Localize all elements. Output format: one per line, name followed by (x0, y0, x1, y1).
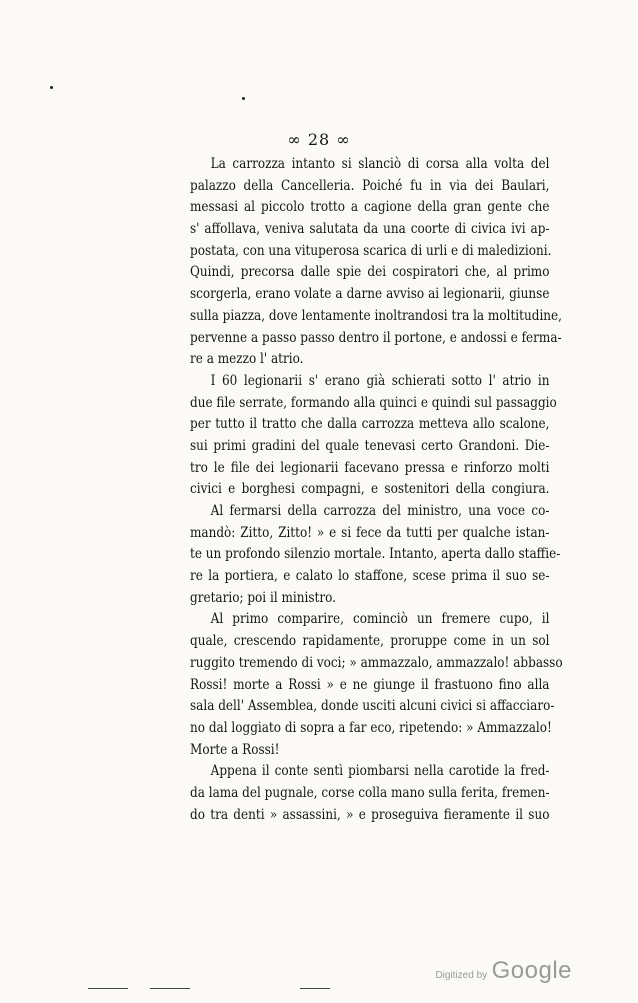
body-text (190, 154, 563, 826)
text-line: mandò: Zitto, Zitto! » e si fece da tutti per qualche istan- (190, 524, 550, 541)
text-line: s' affollava, veniva salutata da una coorte di civica ivi ap- (190, 221, 550, 238)
text-line: sulla piazza, dove lentamente inoltrandosi tra la moltitudine, (190, 307, 563, 324)
scan-edge-line (88, 988, 128, 989)
text-line: Al primo comparire, cominciò un fremere cupo, il (210, 611, 550, 628)
watermark-prefix: Digitized by (435, 970, 488, 981)
text-line: palazzo della Cancelleria. Poiché fu in via dei Baulari, (190, 177, 550, 194)
text-line: gretario; poi il ministro. (190, 589, 337, 606)
text-line: re a mezzo l' atrio. (190, 351, 304, 368)
text-line: postata, con una vituperosa scarica di urli e di maledizioni. (190, 242, 552, 259)
text-line: Al fermarsi della carrozza del ministro, una voce co- (210, 503, 550, 519)
text-line: scorgerla, erano volate a darne avviso ai legionarii, giunse (190, 286, 550, 303)
text-line: civici e borghesi compagni, e sostenitori della congiura. (190, 481, 550, 498)
text-line: da lama del pugnale, corse colla mano sulla ferita, fremen- (190, 784, 550, 801)
text-line: quale, crescendo rapidamente, proruppe come in un sol (190, 633, 550, 650)
text-line: Quindi, precorsa dalle spie dei cospiratori che, al primo (190, 264, 550, 281)
text-line: I 60 legionarii s' erano già schierati sotto l' atrio in (210, 372, 550, 389)
page-number: ∞ 28 ∞ (287, 130, 351, 149)
scan-edge-line (150, 988, 190, 989)
text-line: La carrozza intanto si slanciò di corsa alla volta del (210, 156, 550, 172)
text-line: ruggito tremendo di voci; » ammazzalo, ammazzalo! abbasso (190, 654, 563, 671)
text-line: no dal loggiato di sopra a far eco, ripetendo: » Ammazzalo! (190, 719, 552, 736)
google-logo: Google (491, 957, 572, 984)
scan-edge-line (300, 988, 330, 989)
text-line: tro le file dei legionarii facevano pressa e rinforzo molti (190, 459, 550, 476)
text-line: Morte a Rossi! (190, 741, 280, 758)
ink-speck (242, 97, 245, 100)
digitized-by-google-watermark (435, 957, 572, 985)
text-line: due file serrate, formando alla quinci e quindi sul passaggio (190, 394, 557, 411)
text-line: pervenne a passo passo dentro il portone, e andossi e ferma- (190, 329, 562, 346)
text-line: Rossi! morte a Rossi » e ne giunge il frastuono fino alla (190, 676, 550, 693)
text-line: do tra denti » assassini, » e proseguiva fieramente il suo (190, 806, 550, 823)
text-line: Appena il conte sentì piombarsi nella carotide la fred- (210, 763, 550, 780)
text-line: messasi al piccolo trotto a cagione della gran gente che (190, 199, 550, 216)
ink-speck (50, 86, 53, 89)
text-line: te un profondo silenzio mortale. Intanto, aperta dallo staffie- (190, 546, 561, 563)
text-line: sui primi gradini del quale tenevasi certo Grandoni. Die- (190, 437, 550, 454)
text-line: per tutto il tratto che dalla carrozza metteva allo scalone, (190, 416, 550, 433)
text-line: sala dell' Assemblea, donde usciti alcuni civici si affacciaro- (190, 698, 555, 715)
text-line: re la portiera, e calato lo staffone, scese prima il suo se- (190, 568, 550, 585)
